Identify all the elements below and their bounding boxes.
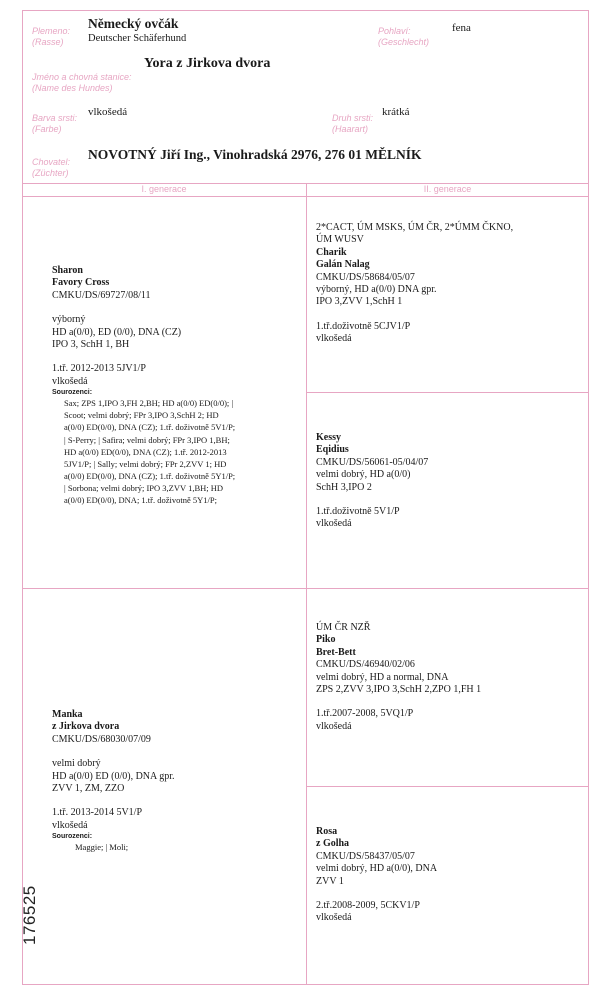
sibling-line: a(0/0) ED(0/0), DNA; 1.tř. doživotně 5Y1/P; [64,495,217,505]
sibling-line: a(0/0) ED(0/0), DNA (CZ); 1.tř. doživotně 5V1/P; [64,422,236,433]
dam-name: Manka [52,709,83,720]
dam-evaluation: velmi dobrý [52,758,101,770]
color-label-cz: Barva srsti: [32,113,78,123]
dam-kennel: z Jirkova dvora [52,721,120,733]
name-label-cz: Jméno a chovná stanice: [32,72,132,82]
first-generation-header: I. generace [141,184,187,194]
coat-label-cz: Druh srsti: [332,113,374,123]
color-label [32,113,77,135]
sibling-line: Maggie; | Moli; [75,842,129,853]
spacer [316,888,584,900]
sire-sire-titles-cont: ÚM WUSV [316,234,364,246]
dam-sire-breeding-class: 1.tř.2007-2008, 5VQ1/P [316,708,414,720]
dam-dam-registration: CMKU/DS/58437/05/07 [316,850,415,862]
name-label [32,72,132,94]
sire-sire-evaluation: výborný, HD a(0/0) DNA gpr. [316,284,437,296]
dam-registration: CMKU/DS/68030/07/09 [52,733,151,745]
breeder-label-cz: Chovatel: [32,157,71,167]
dam-sire-cell [316,622,584,733]
sire-dam-color: vlkošedá [316,518,352,530]
sire-siblings-list [52,397,296,506]
dam-sire-registration: CMKU/DS/46940/02/06 [316,659,415,671]
sire-sire-color: vlkošedá [316,333,352,345]
dam-dam-exams: ZVV 1 [316,875,344,887]
dam-health: HD a(0/0) ED (0/0), DNA gpr. [52,770,175,782]
sire-dam-divider [22,588,589,589]
dam-cell [52,709,302,853]
sire-sire-kennel: Galán Nalag [316,259,370,271]
spacer [52,795,302,807]
breed-label-de: (Rasse) [32,37,64,47]
sire-sire-cell [316,222,584,346]
sire-sire-registration: CMKU/DS/58684/05/07 [316,271,415,283]
spacer [316,696,584,708]
color-value: vlkošedá [88,106,128,118]
sire-exams: IPO 3, SchH 1, BH [52,339,130,351]
sibling-line: | S-Perry; | Safira; velmi dobrý; FPr 3,IPO 1,BH; [64,434,230,445]
breed-value-de: Deutscher Schäferhund [88,33,187,44]
breed-label [32,26,70,48]
dam-dam-evaluation: velmi dobrý, HD a(0/0), DNA [316,863,438,875]
dam-dam-kennel: z Golha [316,838,350,850]
sire-dam-cell [316,432,584,531]
spacer [316,494,584,506]
breeder-label [32,157,70,179]
breed-label-cz: Plemeno: [32,26,71,36]
dam-siblings-title: Sourozenci: [52,833,93,841]
coat-value: krátká [382,106,410,118]
spacer [52,302,302,314]
dam-dam-color: vlkošedá [316,912,352,924]
sex-label-de: (Geschlecht) [378,37,430,47]
spacer [52,746,302,758]
spacer [316,309,584,321]
dog-name: Yora z Jirkova dvora [144,56,271,71]
breeder-value: NOVOTNÝ Jiří Ing., Vinohradská 2976, 276 01 MĚLNÍK [88,147,422,162]
sire-sire-exams: IPO 3,ZVV 1,SchH 1 [316,296,403,308]
sibling-line: | Sorbona; velmi dobrý; IPO 3,ZVV 1,BH; HD [64,482,224,493]
dam-sire-evaluation: velmi dobrý, HD a normal, DNA [316,671,449,683]
sire-grandparents-divider [306,392,589,393]
sex-label [378,26,429,48]
dam-sire-titles: ÚM ČR NZŘ [316,622,371,633]
dam-siblings-list [52,841,307,853]
dam-dam-name: Rosa [316,826,338,837]
dam-sire-color: vlkošedá [316,720,352,732]
dam-breeding-class: 1.tř. 2013-2014 5V1/P [52,807,142,819]
sire-sire-name: Charik [316,246,347,258]
document-number: 176525 [20,885,39,945]
sire-color: vlkošedá [52,375,88,387]
sire-health: HD a(0/0), ED (0/0), DNA (CZ) [52,326,182,338]
sibling-line: HD a(0/0) ED(0/0), DNA (CZ); 1.tř. 2012-2013 [64,446,227,457]
dam-sire-exams: ZPS 2,ZVV 3,IPO 3,SchH 2,ZPO 1,FH 1 [316,684,482,696]
breed-value: Německý ovčák [88,16,179,31]
dam-sire-name: Piko [316,634,336,646]
sire-kennel: Favory Cross [52,277,110,289]
sire-dam-registration: CMKU/DS/56061-05/04/07 [316,456,429,468]
sire-name: Sharon [52,265,83,276]
dam-exams: ZVV 1, ZM, ZZO [52,783,125,795]
coat-label [332,113,373,135]
sibling-line: a(0/0) ED(0/0), DNA (CZ); 1.tř. doživotně 5Y1/P; [64,470,236,481]
spacer [52,351,302,363]
sire-dam-exams: SchH 3,IPO 2 [316,481,372,493]
sex-value: fena [452,22,471,34]
sire-breeding-class: 1.tř. 2012-2013 5JV1/P [52,363,146,375]
sibling-line: 5JV1/P; | Sally; velmi dobrý; FPr 2,ZVV 1; HD [64,458,227,469]
sire-sire-titles: 2*CACT, ÚM MSKS, ÚM ČR, 2*ÚMM ČKNO, [316,222,514,233]
dam-sire-kennel: Bret-Bett [316,646,356,658]
coat-label-de: (Haarart) [332,124,369,134]
sibling-line: Sax; ZPS 1,IPO 3,FH 2,BH; HD a(0/0) ED(0/0); | [64,398,234,409]
sire-cell [52,265,302,506]
sire-sire-breeding-class: 1.tř.doživotně 5CJV1/P [316,320,411,332]
color-label-de: (Farbe) [32,124,62,134]
dam-dam-cell [316,826,584,925]
dam-grandparents-divider [306,786,589,787]
sire-dam-kennel: Eqidius [316,444,349,456]
breeder-label-de: (Züchter) [32,168,69,178]
sire-registration: CMKU/DS/69727/08/11 [52,289,151,301]
sire-evaluation: výborný [52,314,86,326]
second-generation-header: II. generace [423,184,472,194]
sire-siblings-title: Sourozenci: [52,389,93,397]
sire-dam-breeding-class: 1.tř.doživotně 5V1/P [316,506,400,518]
sibling-line: Scoot; velmi dobrý; FPr 3,IPO 3,SchH 2; HD [64,410,219,421]
sire-dam-name: Kessy [316,432,341,443]
sex-label-cz: Pohlaví: [378,26,411,36]
name-label-de: (Name des Hundes) [32,83,113,93]
dam-dam-breeding-class: 2.tř.2008-2009, 5CKV1/P [316,900,420,912]
sire-dam-evaluation: velmi dobrý, HD a(0/0) [316,469,411,481]
dam-color: vlkošedá [52,819,88,831]
generation-column-divider [306,183,307,985]
